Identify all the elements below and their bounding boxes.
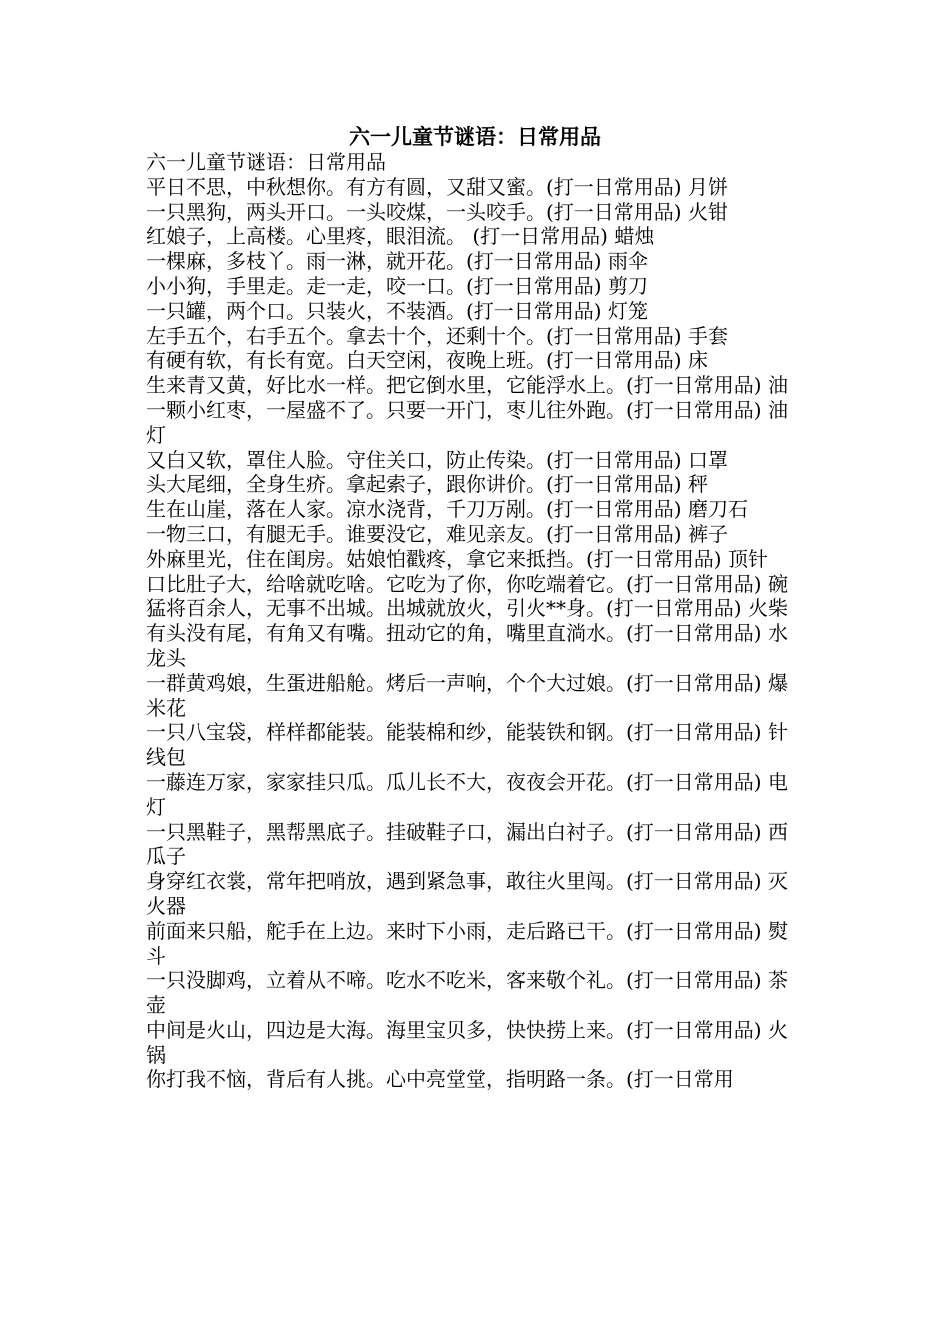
- riddle-line: 平日不思，中秋想你。有方有圆，又甜又蜜。(打一日常用品) 月饼: [146, 174, 728, 199]
- riddle-line: 头大尾细，全身生疥。拿起索子，跟你讲价。(打一日常用品) 秤: [146, 472, 708, 497]
- riddle-line: 生来青又黄，好比水一样。把它倒水里，它能浮水上。(打一日常用品) 油: [146, 373, 788, 398]
- riddle-line: 中间是火山，四边是大海。海里宝贝多，快快捞上来。(打一日常用品) 火锅: [146, 1017, 788, 1067]
- riddle-line: 一物三口，有腿无手。谁要没它，难见亲友。(打一日常用品) 裤子: [146, 521, 728, 546]
- riddle-line: 猛将百余人，无事不出城。出城就放火，引火**身。(打一日常用品) 火柴: [146, 596, 788, 621]
- riddle-line: 你打我不恼，背后有人挑。心中亮堂堂，指明路一条。(打一日常用: [146, 1067, 734, 1092]
- riddle-line: 一棵麻，多枝丫。雨一淋，就开花。(打一日常用品) 雨伞: [146, 249, 648, 274]
- riddle-line: 左手五个，右手五个。拿去十个，还剩十个。(打一日常用品) 手套: [146, 323, 728, 348]
- riddle-line: 一只八宝袋，样样都能装。能装棉和纱，能装铁和钢。(打一日常用品) 针线包: [146, 720, 788, 770]
- riddle-line: 一只没脚鸡，立着从不啼。吃水不吃米，客来敬个礼。(打一日常用品) 茶壶: [146, 968, 788, 1018]
- riddle-list: [146, 150, 806, 1092]
- riddle-line: 一藤连万家，家家挂只瓜。瓜儿长不大，夜夜会开花。(打一日常用品) 电灯: [146, 769, 788, 819]
- riddle-line: 有头没有尾，有角又有嘴。扭动它的角，嘴里直淌水。(打一日常用品) 水龙头: [146, 621, 788, 670]
- riddle-line: 前面来只船，舵手在上边。来时下小雨，走后路已干。(打一日常用品) 熨斗: [146, 918, 788, 968]
- riddle-line: 小小狗，手里走。走一走，咬一口。(打一日常用品) 剪刀: [146, 273, 648, 298]
- riddle-line: 生在山崖，落在人家。凉水浇背，千刀万剐。(打一日常用品) 磨刀石: [146, 497, 748, 522]
- riddle-line: 口比肚子大，给啥就吃啥。它吃为了你，你吃端着它。(打一日常用品) 碗: [146, 571, 788, 596]
- riddle-line: 一只罐，两个口。只装火，不装酒。(打一日常用品) 灯笼: [146, 298, 648, 323]
- riddle-line: 外麻里光，住在闺房。姑娘怕戳疼，拿它来抵挡。(打一日常用品) 顶针: [146, 546, 768, 571]
- document-subtitle: 六一儿童节谜语：日常用品: [146, 150, 386, 174]
- riddle-line: 一只黑鞋子，黑帮黑底子。挂破鞋子口，漏出白衬子。(打一日常用品) 西瓜子: [146, 819, 788, 869]
- riddle-line: 一群黄鸡娘，生蛋进船舱。烤后一声响，个个大过娘。(打一日常用品) 爆米花: [146, 670, 788, 720]
- riddle-line: 身穿红衣裳，常年把哨放，遇到紧急事，敢往火里闯。(打一日常用品) 灭火器: [146, 869, 788, 918]
- riddle-line: 一只黑狗，两头开口。一头咬煤，一头咬手。(打一日常用品) 火钳: [146, 199, 728, 224]
- riddle-line: 红娘子，上高楼。心里疼，眼泪流。 (打一日常用品) 蜡烛: [146, 224, 655, 249]
- riddle-line: 又白又软，罩住人脸。守住关口，防止传染。(打一日常用品) 口罩: [146, 447, 728, 472]
- document-title: 六一儿童节谜语：日常用品: [349, 125, 601, 149]
- riddle-line: 有硬有软，有长有宽。白天空闲，夜晚上班。(打一日常用品) 床: [146, 348, 708, 373]
- riddle-line: 一颗小红枣，一屋盛不了。只要一开门，枣儿往外跑。(打一日常用品) 油灯: [146, 397, 788, 447]
